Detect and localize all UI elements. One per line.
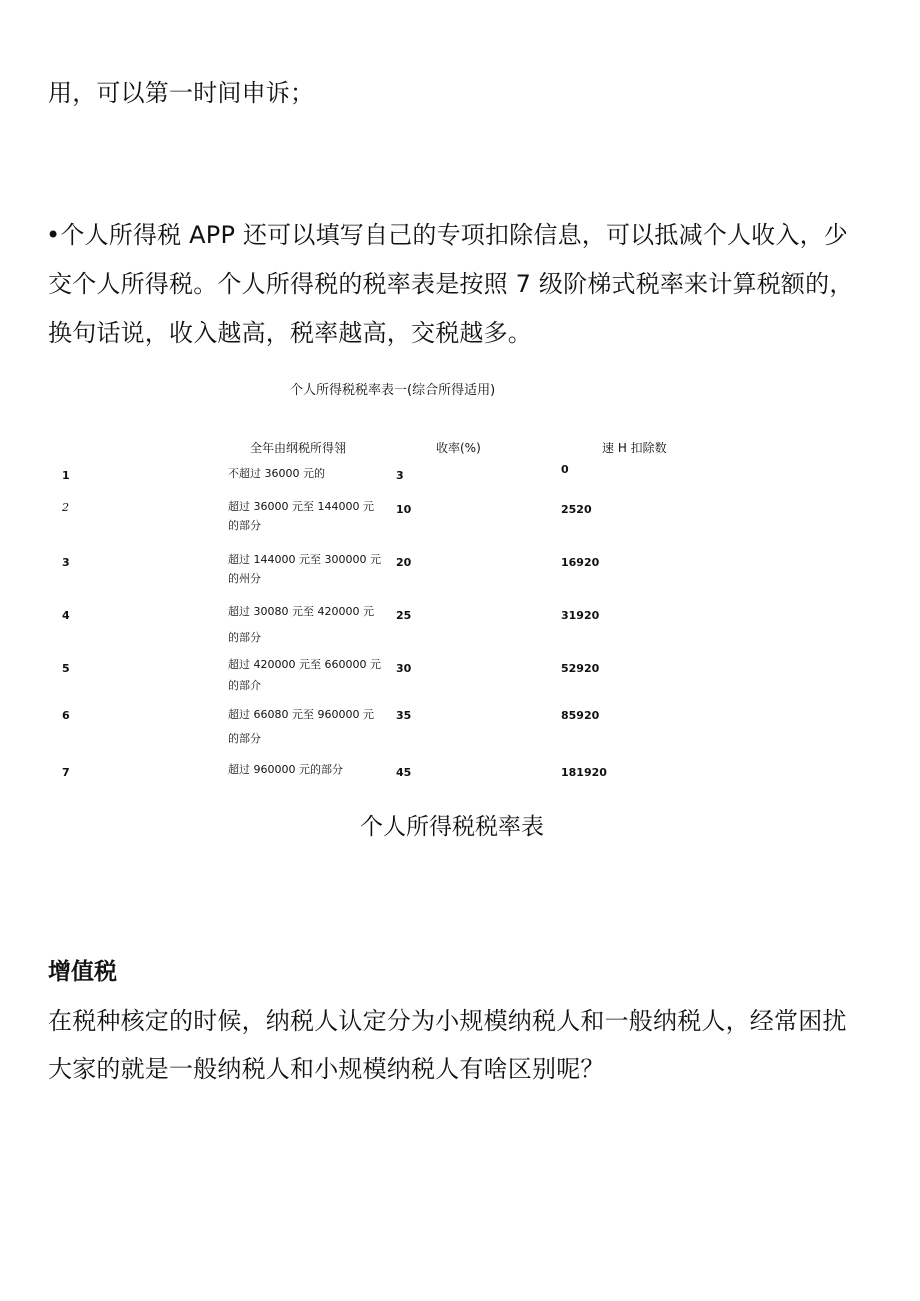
vat-line-1: 在税种核定的时候，纳税人认定分为小规模纳税人和一般纳税人，经常困扰 xyxy=(48,1007,847,1035)
row-deduction: 0 xyxy=(561,463,569,476)
row-range: 超过 30080 元至 420000 元 xyxy=(228,605,374,618)
row-level: 2 xyxy=(62,501,69,514)
paragraph-line-3: 换句话说，收入越高，税率越高，交税越多。 xyxy=(48,319,532,347)
row-deduction: 85920 xyxy=(561,709,600,722)
header-deduction: 速 H 扣除数 xyxy=(602,441,667,455)
paragraph-line-2: 交个人所得税。个人所得税的税率表是按照 7 级阶梯式税率来计算税额的， xyxy=(48,270,854,298)
table-title: 个人所得税税率表一(综合所得适用) xyxy=(290,383,496,398)
row-level: 1 xyxy=(62,469,70,482)
row-range-cont: 的部分 xyxy=(228,732,261,745)
row-range: 超过 144000 元至 300000 元 xyxy=(228,553,381,566)
header-rate: 收率(%) xyxy=(436,441,481,455)
row-rate: 3 xyxy=(396,469,404,482)
row-deduction: 2520 xyxy=(561,503,592,516)
row-rate: 25 xyxy=(396,609,412,622)
row-level: 6 xyxy=(62,709,70,722)
row-range: 超过 960000 元的部分 xyxy=(228,763,343,776)
row-deduction: 16920 xyxy=(561,556,600,569)
row-range-cont: 的部介 xyxy=(228,679,261,692)
row-range-cont: 的部分 xyxy=(228,631,261,644)
row-deduction: 52920 xyxy=(561,662,600,675)
row-level: 7 xyxy=(62,766,70,779)
intro-line: 用，可以第一时间申诉； xyxy=(48,79,315,107)
row-range-cont: 的部分 xyxy=(228,519,261,532)
row-range: 超过 420000 元至 660000 元 xyxy=(228,658,381,671)
row-rate: 45 xyxy=(396,766,412,779)
header-income: 全年由纲税所得翎 xyxy=(250,441,347,455)
row-level: 3 xyxy=(62,556,70,569)
row-rate: 10 xyxy=(396,503,412,516)
vat-line-2: 大家的就是一般纳税人和小规模纳税人有啥区别呢？ xyxy=(48,1055,605,1083)
paragraph-line-1: •个人所得税 APP 还可以填写自己的专项扣除信息，可以抵减个人收入，少 xyxy=(46,221,848,249)
row-range: 不超过 36000 元的 xyxy=(228,467,325,480)
row-level: 5 xyxy=(62,662,70,675)
section-title-vat: 增值税 xyxy=(48,959,117,985)
row-range: 超过 66080 元至 960000 元 xyxy=(228,708,374,721)
row-rate: 30 xyxy=(396,662,412,675)
row-deduction: 181920 xyxy=(561,766,607,779)
row-rate: 35 xyxy=(396,709,412,722)
row-rate: 20 xyxy=(396,556,412,569)
table-caption: 个人所得税税率表 xyxy=(360,814,544,840)
row-deduction: 31920 xyxy=(561,609,600,622)
row-range-cont: 的州分 xyxy=(228,572,261,585)
row-level: 4 xyxy=(62,609,70,622)
row-range: 超过 36000 元至 144000 元 xyxy=(228,500,374,513)
